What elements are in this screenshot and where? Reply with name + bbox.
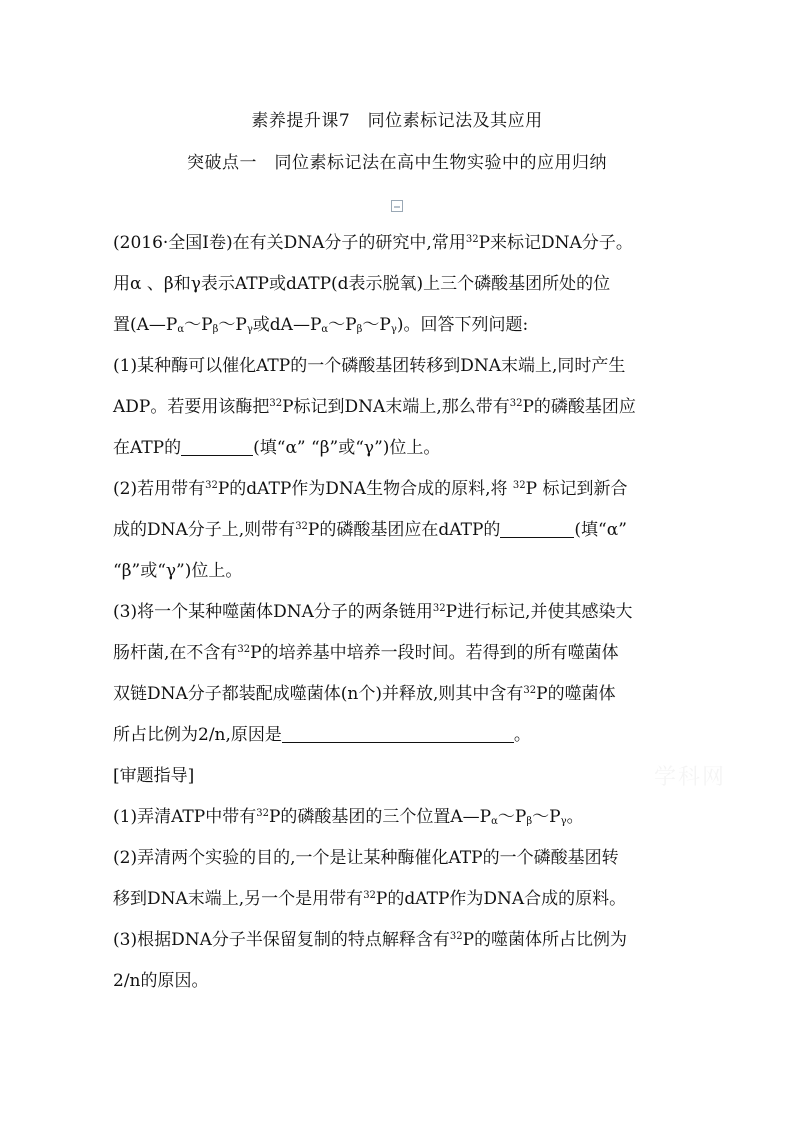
question-3-line-1: (3)将一个某种噬菌体DNA分子的两条链用$^{32}$P进行标记,并使其感染大 xyxy=(113,602,633,622)
guide-line-5: 2/n的原因。 xyxy=(113,971,209,991)
question-2-line-3: “β”或“γ”)位上。 xyxy=(113,561,243,581)
guide-line-4: (3)根据DNA分子半保留复制的特点解释含有$^{32}$P的噬菌体所占比例为 xyxy=(113,930,628,950)
question-3-line-3: 双链DNA分子都装配成噬菌体(n个)并释放,则其中含有$^{32}$P的噬菌体 xyxy=(113,684,616,704)
question-line-2: 用α 、β和γ表示ATP或dATP(d表示脱氧)上三个磷酸基团所处的位 xyxy=(113,274,611,294)
section-subtitle: 突破点一 同位素标记法在高中生物实验中的应用归纳 xyxy=(187,153,607,173)
broken-image-icon xyxy=(391,200,403,212)
guide-line-3: 移到DNA末端上,另一个是用带有$^{32}$P的dATP作为DNA合成的原料。 xyxy=(113,889,627,909)
guide-line-2: (2)弄清两个实验的目的,一个是让某种酶催化ATP的一个磷酸基团转 xyxy=(113,848,619,868)
question-3-line-2: 肠杆菌,在不含有$^{32}$P的培养基中培养一段时间。若得到的所有噬菌体 xyxy=(113,643,619,663)
question-line-3: 置($A—P_\alpha\sim P_\beta\sim P_\gamma$或$dA—P_\alpha\sim P_\beta\sim P_\gamma$)。回答下列问题: xyxy=(113,315,529,335)
question-2-line-1: (2)若用带有$^{32}$P的dATP作为DNA生物合成的原料,将 $^{32}$P 标记到新合 xyxy=(113,479,628,499)
answer-blank-2[interactable] xyxy=(500,519,574,538)
answer-blank-3[interactable] xyxy=(282,724,514,743)
question-line-1: (2016·全国Ⅰ卷)在有关DNA分子的研究中,常用$^{32}$P来标记DNA分子。 xyxy=(113,233,633,253)
guide-heading: [审题指导] xyxy=(113,766,195,786)
question-1-line-2: ADP。若要用该酶把$^{32}$P标记到DNA末端上,那么带有$^{32}$P的磷酸基团应 xyxy=(113,397,636,417)
question-1-line-3: 在ATP的 (填“α” “β”或“γ”)位上。 xyxy=(113,438,441,458)
answer-blank-1[interactable] xyxy=(181,437,253,456)
guide-line-1: (1)弄清ATP中带有$^{32}$P的磷酸基团的三个位置$A—P_\alpha\sim P_\beta\sim P_\gamma$。 xyxy=(113,807,584,827)
page-title: 素养提升课7 同位素标记法及其应用 xyxy=(251,111,543,131)
question-1-line-1: (1)某种酶可以催化ATP的一个磷酸基团转移到DNA末端上,同时产生 xyxy=(113,356,626,376)
question-3-line-4: 所占比例为2/n,原因是 。 xyxy=(113,725,531,745)
question-2-line-2: 成的DNA分子上,则带有$^{32}$P的磷酸基团应在dATP的 (填“α” xyxy=(113,520,627,540)
